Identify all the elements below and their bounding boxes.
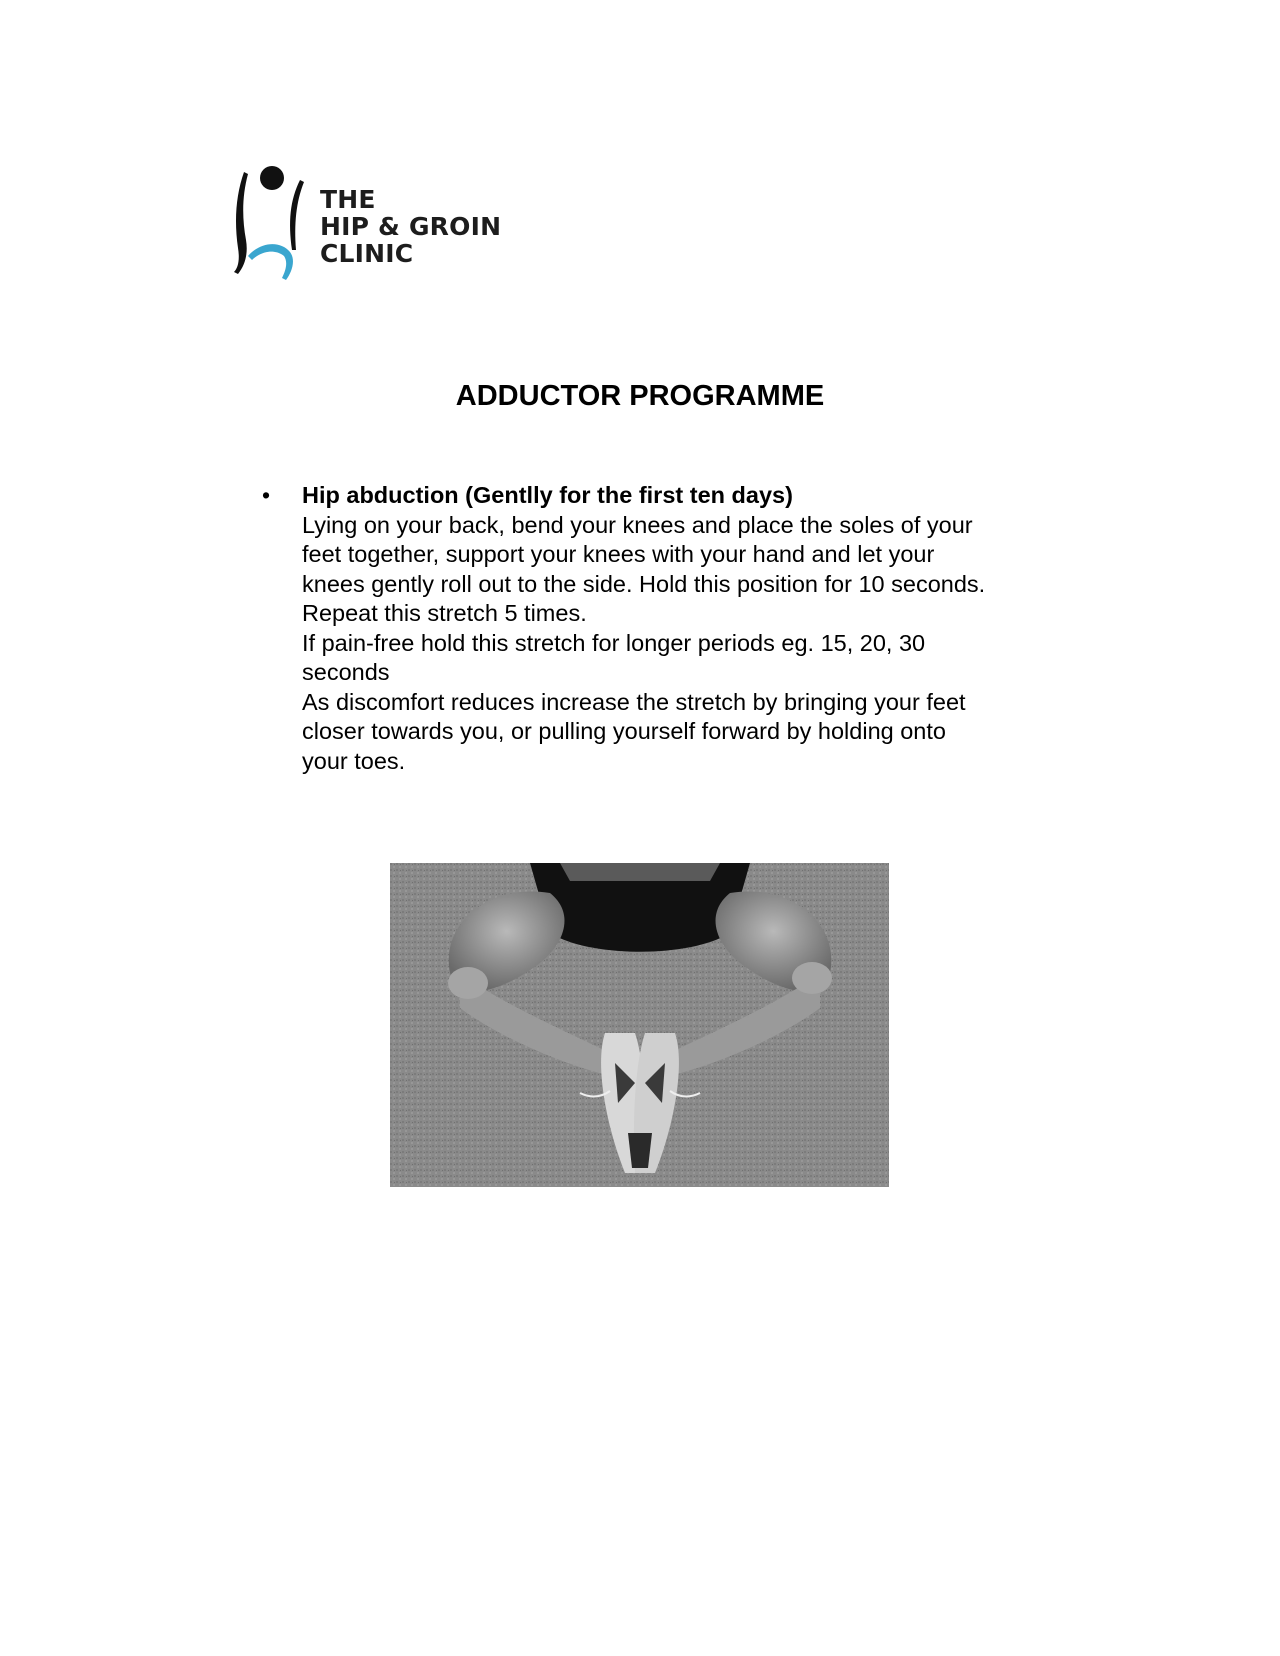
page-title: ADDUCTOR PROGRAMME: [455, 380, 825, 412]
exercise-line: If pain-free hold this stretch for longer periods eg. 15, 20, 30: [302, 629, 926, 656]
exercise-line: closer towards you, or pulling yourself forward by holding onto: [302, 718, 946, 744]
logo-line-hip-groin: HIP & GROIN: [320, 212, 502, 241]
logo-line-clinic: CLINIC: [320, 239, 414, 268]
exercise-line: your toes.: [302, 747, 406, 774]
exercise-heading: Hip abduction (Gentlly for the first ten days): [302, 482, 793, 508]
exercise-line: Repeat this stretch 5 times.: [302, 600, 587, 626]
stretch-photo: [390, 863, 889, 1187]
clinic-logo-figure-icon: [228, 160, 308, 290]
exercise-section: [302, 481, 1082, 776]
exercise-line: knees gently roll out to the side. Hold this position for 10 seconds.: [302, 570, 986, 597]
bullet-marker: •: [262, 482, 271, 508]
clinic-logo: [228, 160, 528, 290]
logo-line-the: THE: [320, 185, 376, 214]
exercise-line: As discomfort reduces increase the stretch by bringing your feet: [302, 688, 966, 715]
exercise-line: feet together, support your knees with your hand and let your: [302, 541, 935, 567]
exercise-line: Lying on your back, bend your knees and place the soles of your: [302, 511, 973, 538]
exercise-line: seconds: [302, 659, 390, 685]
